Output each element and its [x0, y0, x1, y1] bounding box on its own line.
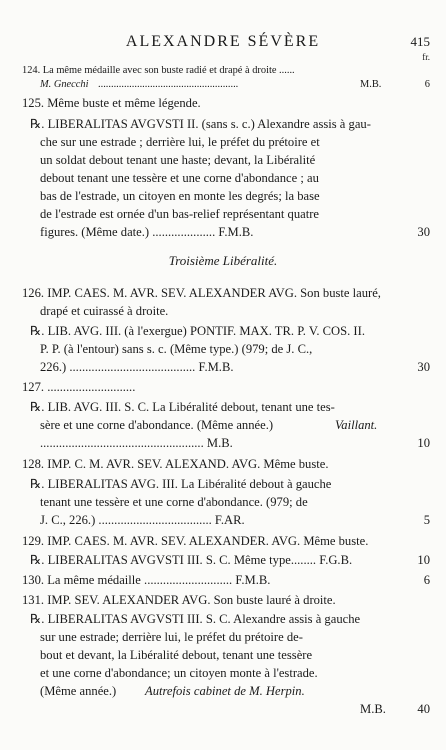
price: 10: [417, 436, 430, 450]
section-title: Troisième Libéralité.: [168, 253, 278, 268]
unit-label: fr.: [422, 52, 430, 62]
price: 30: [417, 360, 430, 374]
price: 40: [417, 702, 430, 716]
price: 30: [417, 225, 430, 239]
provenance: Autrefois cabinet de M. Herpin.: [145, 684, 305, 698]
page-number: 415: [410, 34, 430, 49]
price: 10: [417, 553, 430, 567]
collector-name: M. Gnecchi: [40, 79, 89, 90]
price: 6: [423, 573, 430, 587]
catalog-page: ALEXANDRE SÉVÈRE 415 fr. 124. La même médaille avec son buste radié et drapé à droite ...... M. Gnecchi ...................................................... M.B. 6 125. Même buste et même légende. ℞. LIBERALITAS AVGVSTI II. (sans s. c.) Alexandre assis à gau- che sur une estrade ; derrière lui, le préfet du prétoire et un soldat debout tenant une haste; devant, la Libéralité debout tenant une tessère et une corne d'abondance ; au bas de l'estrade, un citoyen en monte les degrés; la base de l'estrade est ornée d'un bas-relief représentant quatre figures. (Même date.) .................... F.M.B. 30 Troisième Libéralité. 126. IMP. CAES. M. AVR. SEV. ALEXANDER AVG. Son buste lauré, drapé et cuirassé à droite. ℞. LIB. AVG. III. (à l'exergue) PONTIF. MAX. TR. P. V. COS. II. P. P. (à l'entour) sans s. c. (Même type.) (979; de J. C., 226.) ........................................ F.M.B. 30 127. ............................ ℞. LIB. AVG. III. S. C. La Libéralité debout, tenant une tes- sère et une corne d'abondance. (Même année.) Vaillant. .................................................... M.B. 10 128. IMP. C. M. AVR. SEV. ALEXAND. AVG. Même buste. ℞. LIBERALITAS AVG. III. La Libéralité debout à gauche tenant une tessère et une corne d'abondance. (979; de J. C., 226.) .................................... F.AR. 5 129. IMP. CAES. M. AVR. SEV. ALEXANDER. AVG. Même buste. ℞. LIBERALITAS AVGVSTI III. S. C. Même type........ F.G.B. 10 130. La même médaille ............................ F.M.B. 6 131. IMP. SEV. ALEXANDER AVG. Son buste lauré à droite. ℞. LIBERALITAS AVGVSTI III. S. C. Alexandre assis à gauche sur une estrade; derrière lui, le préfet du prétoire de- bout et devant, la Libéralité debout, tenant une tessère et une corne d'abondance; un citoyen monte à l'estrade. (Même année.) Autrefois cabinet de M. Herpin. M.B. 40: [0, 0, 446, 750]
price: 6: [424, 79, 430, 90]
price: 5: [423, 513, 430, 527]
page-title: ALEXANDRE SÉVÈRE: [125, 33, 321, 50]
collector-name: Vaillant.: [335, 418, 378, 432]
